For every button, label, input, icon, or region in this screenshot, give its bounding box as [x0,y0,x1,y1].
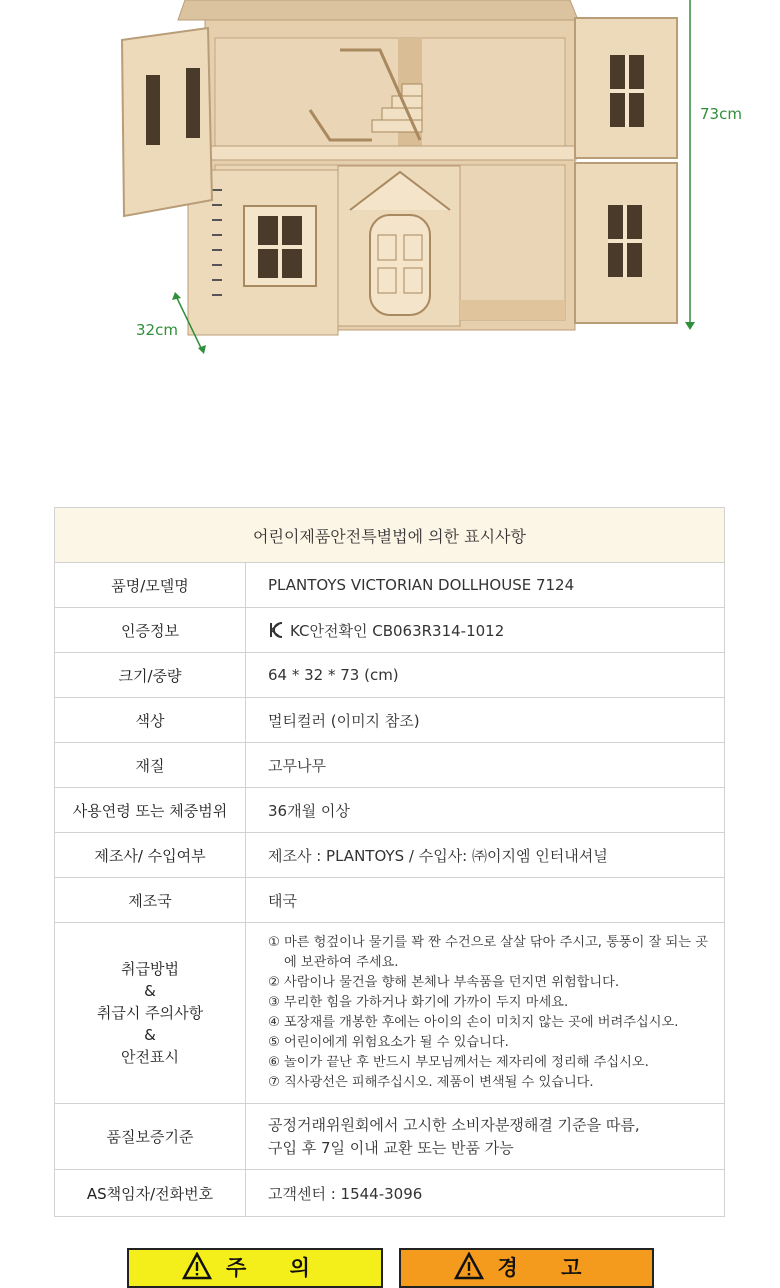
care-item: ④ 포장재를 개봉한 후에는 아이의 손이 미치지 않는 곳에 버려주십시오. [268,1015,679,1030]
row-value-manufacturer: 제조사 : PLANTOYS / 수입사: ㈜이지엠 인터내셔널 [246,833,725,878]
table-row [55,833,725,878]
caution-notice [127,1248,383,1288]
table-row [55,608,725,653]
table-row [55,743,725,788]
care-item: ⑤ 어린이에게 위험요소가 될 수 있습니다. [268,1035,509,1050]
table-row [55,1104,725,1170]
row-label-size: 크기/중량 [55,653,246,698]
dollhouse-illustration [0,0,780,420]
row-label-quality: 품질보증기준 [55,1104,246,1170]
row-label-age: 사용연령 또는 체중범위 [55,788,246,833]
certification-text: KC안전확인 CB063R314-1012 [290,621,505,640]
row-value-quality: 공정거래위원회에서 고시한 소비자분쟁해결 기준을 따름, 구입 후 7일 이내 교환 또는 반품 가능 [246,1104,725,1170]
row-value-model: PLANTOYS VICTORIAN DOLLHOUSE 7124 [246,563,725,608]
care-item: ③ 무리한 힘을 가하거나 화기에 가까이 두지 마세요. [268,995,569,1010]
height-dimension-label: 73cm [700,105,742,123]
row-label-color: 색상 [55,698,246,743]
warning-notice [399,1248,654,1288]
warning-triangle-icon [182,1252,212,1280]
table-row [55,788,725,833]
row-label-care: 취급방법 & 취급시 주의사항 & 안전표시 [55,923,246,1104]
table-row [55,698,725,743]
care-item: ① 마른 헝겊이나 물기를 꽉 짠 수건으로 살살 닦아 주시고, 통풍이 잘 되는 곳에 보관하여 주세요. [268,935,708,970]
row-label-certification: 인증정보 [55,608,246,653]
row-label-as: AS책임자/전화번호 [55,1170,246,1217]
row-label-material: 재질 [55,743,246,788]
table-row [55,563,725,608]
care-item: ⑦ 직사광선은 피해주십시오. 제품이 변색될 수 있습니다. [268,1075,594,1090]
row-value-country: 태국 [246,878,725,923]
table-row [55,653,725,698]
row-value-care [246,923,725,1104]
caution-label: 주 의 [226,1256,328,1280]
table-row [55,1170,725,1217]
table-row [55,878,725,923]
row-label-country: 제조국 [55,878,246,923]
depth-dimension-label: 32cm [136,321,178,339]
warning-triangle-icon [454,1252,484,1280]
care-item: ② 사람이나 물건을 향해 본체나 부속품을 던지면 위험합니다. [268,975,620,990]
product-image [0,0,780,420]
row-label-model: 품명/모델명 [55,563,246,608]
row-value-as: 고객센터 : 1544-3096 [246,1170,725,1217]
row-label-manufacturer: 제조사/ 수입여부 [55,833,246,878]
table-caption: 어린이제품안전특별법에 의한 표시사항 [55,508,725,563]
kc-mark-icon [268,621,286,639]
warning-label: 경 고 [497,1256,600,1280]
care-item: ⑥ 놀이가 끝난 후 반드시 부모님께서는 제자리에 정리해 주십시오. [268,1055,649,1070]
row-value-certification [246,608,725,653]
row-value-material: 고무나무 [246,743,725,788]
table-row [55,923,725,1104]
row-value-size: 64 * 32 * 73 (cm) [246,653,725,698]
row-value-age: 36개월 이상 [246,788,725,833]
row-value-color: 멀티컬러 (이미지 참조) [246,698,725,743]
product-info-table [54,507,725,1217]
